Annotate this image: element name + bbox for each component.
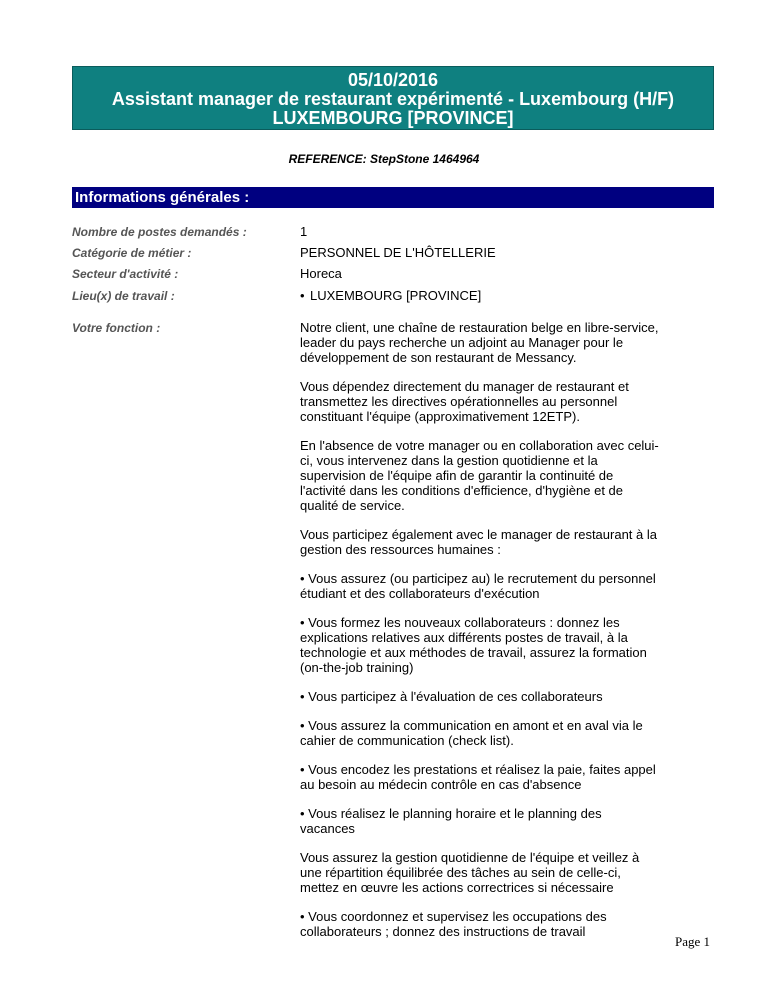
job-header — [72, 66, 714, 130]
secteur-label: Secteur d'activité : — [72, 267, 179, 281]
categorie-value: PERSONNEL DE L'HÔTELLERIE — [300, 245, 496, 260]
postes-label: Nombre de postes demandés : — [72, 225, 247, 239]
description-paragraph: • Vous formez les nouveaux collaborateurs : donnez les explications relatives aux différents postes de travail, à la technologie et aux méthodes de travail, assurez la formation (on-the-job training) — [300, 615, 647, 675]
lieu-label: Lieu(x) de travail : — [72, 289, 175, 303]
description-paragraph: • Vous assurez (ou participez au) le recrutement du personnel étudiant et des collaborateurs d'exécution — [300, 571, 656, 601]
postes-value: 1 — [300, 224, 308, 239]
description-paragraph: • Vous encodez les prestations et réalisez la paie, faites appel au besoin au médecin contrôle en cas d'absence — [300, 762, 656, 792]
secteur-value: Horeca — [300, 266, 342, 281]
description-paragraph: Notre client, une chaîne de restauration belge en libre-service, leader du pays recherche un adjoint au Manager pour le développement de son restaurant de Messancy. — [300, 320, 659, 365]
job-description — [300, 320, 660, 953]
description-paragraph: • Vous coordonnez et supervisez les occupations des collaborateurs ; donnez des instructions de travail — [300, 909, 607, 939]
lieu-value: LUXEMBOURG [PROVINCE] — [310, 288, 482, 303]
description-paragraph: • Vous réalisez le planning horaire et le planning des vacances — [300, 806, 602, 836]
job-title: Assistant manager de restaurant expérimenté - Luxembourg (H/F) — [111, 89, 675, 109]
job-location: LUXEMBOURG [PROVINCE] — [272, 108, 514, 128]
fonction-label: Votre fonction : — [72, 321, 161, 335]
section-title: Informations générales : — [72, 187, 714, 208]
description-paragraph: • Vous assurez la communication en amont et en aval via le cahier de communication (check list). — [300, 718, 643, 748]
description-paragraph: • Vous participez à l'évaluation de ces collaborateurs — [300, 689, 603, 704]
categorie-label: Catégorie de métier : — [72, 246, 192, 260]
lieu-value-item — [300, 288, 481, 303]
description-paragraph: Vous dépendez directement du manager de restaurant et transmettez les directives opérationnelles au personnel constituant l'équipe (approximativement 12ETP). — [300, 379, 629, 424]
posting-date: 05/10/2016 — [347, 70, 439, 90]
page-number: Page 1 — [674, 934, 710, 949]
description-paragraph: En l'absence de votre manager ou en collaboration avec celui-ci, vous intervenez dans la gestion quotidienne et la supervision de l'équipe afin de garantir la continuité de l'activité dans les conditions d'efficience, d'hygiène et de qualité de service. — [300, 438, 659, 513]
bullet-icon: • — [300, 288, 305, 303]
reference-number: REFERENCE: StepStone 1464964 — [288, 152, 480, 166]
description-paragraph: Vous assurez la gestion quotidienne de l'équipe et veillez à une répartition équilibrée des tâches au sein de celle-ci, mettez en œuvre les actions correctrices si nécessaire — [300, 850, 640, 895]
description-paragraph: Vous participez également avec le manager de restaurant à la gestion des ressources humaines : — [300, 527, 657, 557]
